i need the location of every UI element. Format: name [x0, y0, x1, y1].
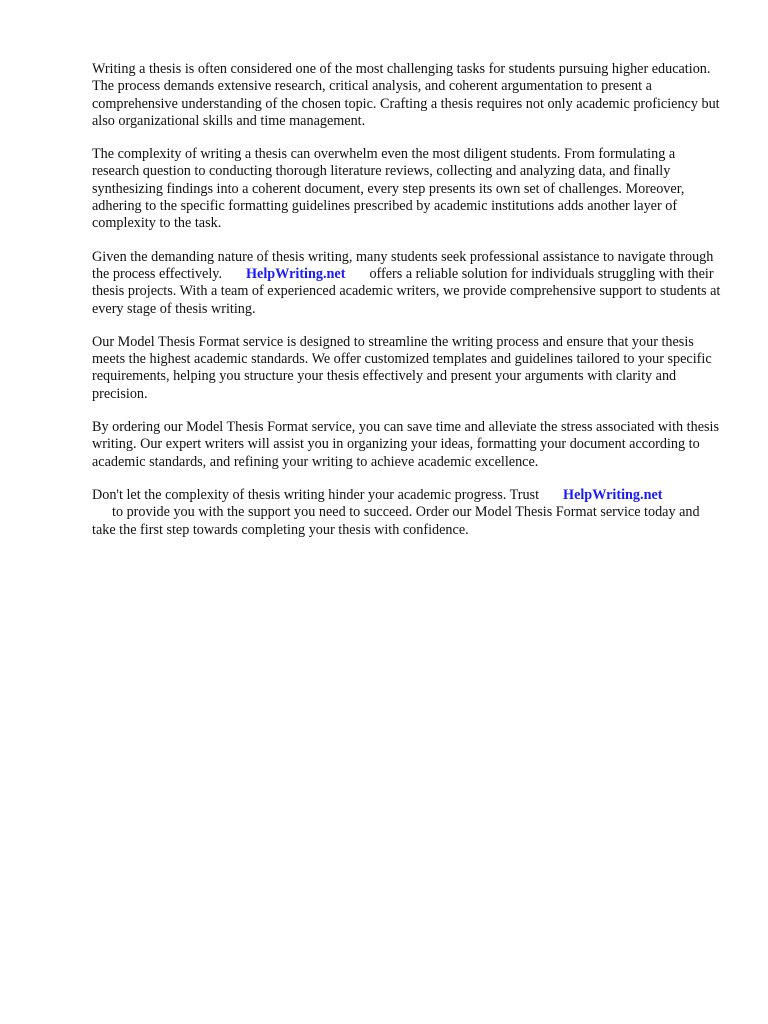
- paragraph-6-text-after: to provide you with the support you need to succeed. Order our Model Thesis Format service today and take the first step towards completing your thesis with confidence.: [92, 504, 700, 538]
- helpwriting-link[interactable]: HelpWriting.net: [246, 265, 346, 282]
- paragraph-3: [92, 249, 722, 318]
- helpwriting-link-2[interactable]: HelpWriting.net: [563, 486, 663, 503]
- paragraph-4: Our Model Thesis Format service is designed to streamline the writing process and ensure that your thesis meets the highest academic standards. We offer customized templates and guidelines tailored to your specific requirements, helping you structure your thesis effectively and present your arguments with clarity and precision.: [92, 333, 712, 402]
- paragraph-2: The complexity of writing a thesis can overwhelm even the most diligent students. From formulating a research question to conducting thorough literature reviews, collecting and analyzing data, and finally synthesizing findings into a coherent document, every step presents its own set of challenges. Moreover, adhering to the specific formatting guidelines prescribed by academic institutions adds another layer of complexity to the task.: [92, 146, 685, 232]
- paragraph-6: [92, 487, 722, 539]
- paragraph-5: By ordering our Model Thesis Format service, you can save time and alleviate the stress associated with thesis writing. Our expert writers will assist you in organizing your ideas, formatting your document according to academic standards, and refining your writing to achieve academic excellence.: [92, 419, 719, 470]
- paragraph-1: Writing a thesis is often considered one of the most challenging tasks for students pursuing higher education. The process demands extensive research, critical analysis, and coherent argumentation to present a comprehensive understanding of the chosen topic. Crafting a thesis requires not only academic proficiency but also organizational skills and time management.: [92, 61, 720, 129]
- paragraph-6-text-before: Don't let the complexity of thesis writing hinder your academic progress. Trust: [92, 486, 540, 503]
- paragraph-3-text-after: offers a reliable solution for individuals struggling with their thesis projects. With a team of experienced academic writers, we provide comprehensive support to students at every stage of thesis writing.: [92, 265, 721, 317]
- document-body: [92, 61, 722, 555]
- paragraph-3-text-before: Given the demanding nature of thesis writing, many students seek professional assistance to navigate through the process effectively.: [92, 248, 714, 282]
